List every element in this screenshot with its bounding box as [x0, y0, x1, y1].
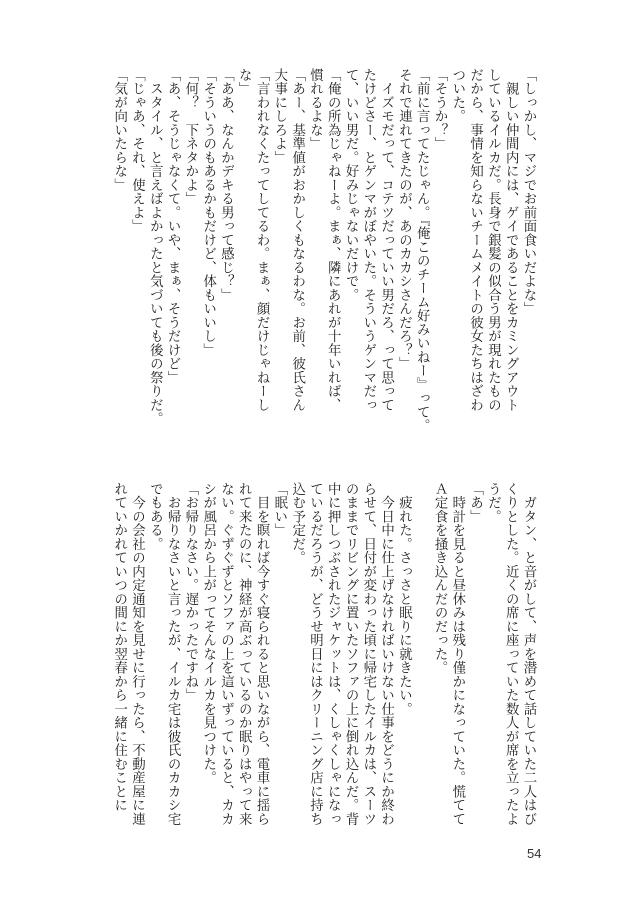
text-line: Ａ定食を掻き込んだのだった。	[432, 482, 448, 675]
text-line: 今の会社の内定通知を見せに行ったら、不動産屋に連	[129, 482, 145, 826]
text-line: 「そうか？」	[432, 68, 448, 151]
text-line: ない。ぐずぐずとソファの上を這いずっていると、カカ	[218, 482, 234, 826]
text-line: それで連れてきたのが、あのカカシさんだろ？」	[396, 68, 412, 371]
text-line: でもある。	[147, 482, 163, 551]
upper-text-block	[95, 68, 535, 433]
text-line: 慣れるよな」	[307, 68, 323, 151]
text-line: れて来たのに、神経が高ぶっているのか眠りはやって来	[236, 482, 252, 826]
text-line: 「眠い」	[271, 482, 287, 537]
page-number: 54	[527, 846, 542, 861]
text-line: な」	[236, 68, 252, 96]
text-line: 疲れた。さっさと眠りに就きたい。	[396, 482, 412, 716]
text-line: ついた。	[449, 68, 465, 123]
text-line: 「じゃあ、それ、使えよ」	[129, 68, 145, 233]
text-line: 「そういうのもあるかもだけど、体もいいし」	[200, 68, 216, 357]
text-line: うだ。	[485, 482, 501, 524]
text-line: シが風呂から上がってそんなイルカを見つけた。	[200, 482, 216, 785]
text-line: 「俺の所為じゃねーよ。まぁ、隣にあれが十年いれば、	[325, 68, 341, 412]
text-line: 「しっかし、マジでお前面食いだよな」	[521, 68, 536, 316]
text-line: くりとした。近くの席に座っていた数人が席を立ったよ	[503, 482, 519, 826]
text-line: れていかれていつの間にか翌春から一緒に住むことに	[111, 482, 127, 812]
text-line: スタイル、と言えばよかったと気づいても後の祭りだ。	[147, 68, 163, 426]
text-line: 「何？ 下ネタかよ」	[182, 68, 198, 206]
text-line: しているイルカだ。長身で銀髪の似合う男が現れたもの	[485, 68, 501, 412]
text-line: 「お帰りなさい。遅かったですね」	[182, 482, 198, 702]
text-line: 「ああ、なんかデキる男って感じ？」	[218, 68, 234, 302]
text-line: 「気が向いたらな」	[111, 68, 127, 192]
text-line: 込む予定だ。	[289, 482, 305, 565]
text-line: 今日中に仕上げなければいけない仕事をどうにか終わ	[378, 482, 394, 826]
text-line: 大事にしろよ」	[271, 68, 287, 165]
text-line: 親しい仲間内には、ゲイであることをカミングアウト	[503, 68, 519, 412]
text-line: 目を瞑れば今すぐ寝られると思いながら、電車に揺ら	[254, 482, 270, 826]
text-line: 時計を見ると昼休みは残り僅かになっていた。慌てて	[449, 482, 465, 826]
text-line: 「前に言ってたじゃん。『俺このチーム好みいねー』って。	[414, 68, 430, 433]
text-line: 「あー、基準値がおかしくもなるわな。お前、彼氏さん	[289, 68, 305, 412]
text-line: て、いい男だ。好みじゃないだけで。	[343, 68, 359, 302]
text-line: らせて、日付が変わった頃に帰宅したイルカは、スーツ	[360, 482, 376, 826]
text-line: ガタン、と音がして、声を潜めて話していた二人はび	[521, 482, 536, 826]
text-line: だから、事情を知らないチームメイトの彼女たちはざわ	[467, 68, 483, 412]
text-line: たけどさー、とゲンマがぼやいた。そういうゲンマだっ	[360, 68, 376, 412]
lower-text-block	[95, 482, 535, 832]
text-line: 「あ、そうじゃなくて。いや、まぁ、そうだけど」	[165, 68, 181, 385]
text-line: 「あ」	[467, 482, 483, 524]
text-line: ているだろうが、どうせ明日にはクリーニング店に持ち	[307, 482, 323, 826]
text-line: 「言われなくたってしてるわ。まぁ、顔だけじゃねーし	[254, 68, 270, 412]
text-line: お帰りなさいと言ったが、イルカ宅は彼氏のカカシ宅	[165, 482, 181, 826]
text-line: のままでリビングに置いたソファの上に倒れ込んだ。背	[343, 482, 359, 826]
text-line	[410, 482, 428, 832]
text-line: イズモだって、コテツだっていい男だろ、って思って	[378, 68, 394, 412]
text-line: 中に押しつぶされたジャケットは、くしゃくしゃになっ	[325, 482, 341, 826]
